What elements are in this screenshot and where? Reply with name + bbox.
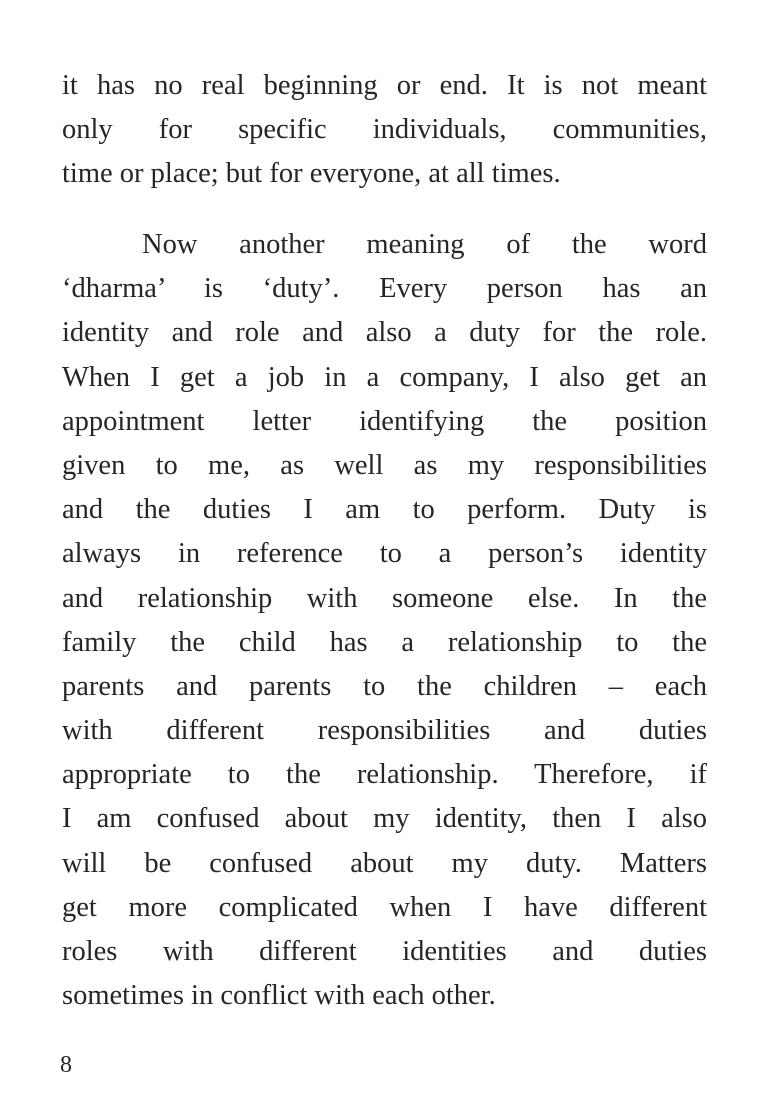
text-line: roles with different identities and duties xyxy=(62,936,707,967)
text-line: Now another meaning of the word xyxy=(142,229,707,260)
text-line: time or place; but for everyone, at all times. xyxy=(62,158,561,190)
text-line: sometimes in conflict with each other. xyxy=(62,980,496,1012)
text-line: it has no real beginning or end. It is not meant xyxy=(62,70,707,101)
text-line: only for specific individuals, communities, xyxy=(62,114,707,146)
text-line: family the child has a relationship to the xyxy=(62,626,707,658)
text-line: I am confused about my identity, then I also xyxy=(62,803,707,835)
text-line: always in reference to a person’s identity xyxy=(62,538,707,570)
text-line: given to me, as well as my responsibilities xyxy=(62,449,707,481)
page-number: 8 xyxy=(60,1052,72,1078)
paragraph-2 xyxy=(62,223,707,1018)
text-line: will be confused about my duty. Matters xyxy=(62,847,707,879)
text-line: parents and parents to the children – each xyxy=(62,670,707,702)
text-line: appropriate to the relationship. Therefore, if xyxy=(62,759,707,791)
text-line: with different responsibilities and duties xyxy=(62,715,707,747)
text-line: and relationship with someone else. In the xyxy=(62,582,707,614)
text-line: When I get a job in a company, I also get an xyxy=(62,361,707,393)
text-line: appointment letter identifying the position xyxy=(62,405,707,437)
text-line: identity and role and also a duty for the role. xyxy=(62,317,707,349)
text-line: ‘dharma’ is ‘duty’. Every person has an xyxy=(62,273,707,305)
text-line: and the duties I am to perform. Duty is xyxy=(62,494,707,526)
text-line: get more complicated when I have different xyxy=(62,891,707,923)
paragraph-1 xyxy=(62,64,707,197)
